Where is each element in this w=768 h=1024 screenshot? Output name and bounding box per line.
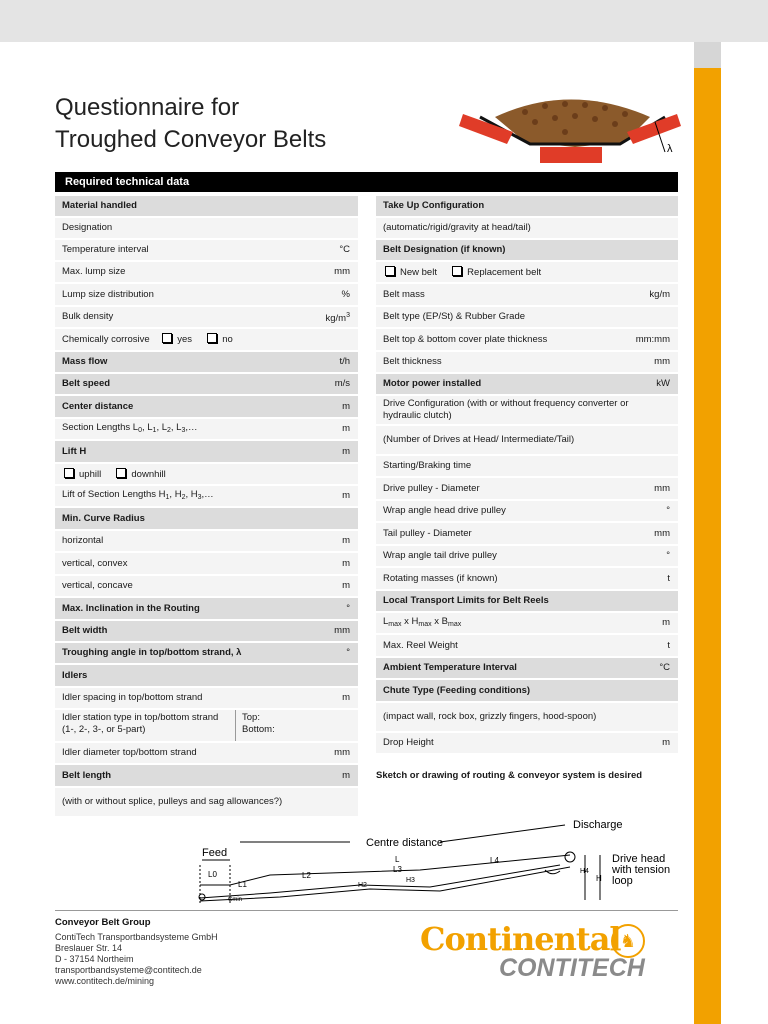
drive-head-label-3: loop [612,875,633,887]
right-row[interactable] [376,680,678,703]
left-row[interactable] [55,688,358,710]
right-row[interactable] [376,396,678,426]
left-row[interactable] [55,743,358,765]
field-label: Idlers [62,669,88,681]
unit-label: m [342,400,350,412]
checkbox[interactable] [385,266,395,276]
unit-label: m [342,769,350,781]
left-row[interactable] [55,531,358,553]
troughed-belt-illustration [455,92,685,172]
right-row[interactable] [376,329,678,352]
right-row[interactable] [376,240,678,262]
checkbox[interactable] [162,333,172,343]
right-row[interactable] [376,426,678,456]
field-label: Drop Height [383,737,434,748]
unit-label: mm [334,747,350,758]
drive-head-label-1: Drive head [612,853,666,865]
svg-text:L: L [395,855,400,864]
field-label: Wrap angle head drive pulley [383,505,506,516]
unit-label: m [342,580,350,591]
svg-text:H4: H4 [580,868,589,875]
page-title: Questionnaire for Troughed Conveyor Belts [55,94,327,153]
field-label: Belt speed [62,378,111,389]
left-row[interactable] [55,788,358,818]
field-label: Chemically corrosive yes no [62,334,233,345]
continental-contitech-logo [415,920,675,988]
unit-label: kg/m [649,288,670,300]
field-label: Troughing angle in top/bottom strand, λ [62,647,242,658]
svg-text:L3: L3 [393,865,402,874]
unit-label: m/s [334,378,350,389]
field-label: Belt Designation (if known) [383,244,506,255]
right-row[interactable] [376,284,678,307]
svg-text:L0: L0 [208,870,217,879]
field-label: Lift H [62,445,87,457]
svg-text:H2: H2 [358,882,367,889]
right-row[interactable] [376,635,678,658]
field-label: Idler station type in top/bottom strand (1-, 2-, 3-, or 5-part) [55,710,236,741]
left-row[interactable] [55,218,358,240]
right-row[interactable] [376,374,678,396]
svg-text:Cmin: Cmin [228,897,243,903]
field-label: Min. Curve Radius [62,512,145,524]
unit-label: m [662,617,670,628]
field-label: (impact wall, rock box, grizzly fingers, hood-spoon) [383,711,597,722]
field-label: Belt type (EP/St) & Rubber Grade [383,311,526,322]
svg-text:L4: L4 [490,856,499,865]
continental-wordmark: Continental [420,920,621,958]
field-label: Material handled [62,200,137,211]
svg-text:L2: L2 [302,871,311,880]
field-label: New belt Replacement belt [383,266,664,279]
left-row[interactable] [55,262,358,284]
company-address: Conveyor Belt Group ContiTech Transportbandsysteme GmbH Breslauer Str. 14 D - 37154 Northeim transportbandsysteme@contitech.de www.contitech.de/mining [55,917,218,986]
right-row[interactable] [376,658,678,680]
unit-label: mm [654,356,670,367]
field-label: Starting/Braking time [383,460,472,471]
field-label: Ambient Temperature Interval [383,662,517,673]
side-accent-bar [694,68,721,1024]
unit-label: mm [654,482,670,494]
top-bottom-fields[interactable]: Top: Bottom: [242,712,275,735]
left-row[interactable] [55,419,358,441]
sketch-note: Sketch or drawing of routing & conveyor system is desired [376,770,643,781]
field-label: Temperature interval [62,244,149,255]
field-label: Lift of Section Lengths $H_1$, $H_2$, $H_3,\dots$ [62,488,214,501]
right-row[interactable] [376,703,678,733]
left-row[interactable] [55,486,358,508]
unit-label: mm:mm [635,333,670,345]
unit-label: ° [346,602,350,614]
unit-label: mm [654,527,670,539]
field-label: uphill downhill [62,468,344,481]
left-row[interactable] [55,196,358,218]
right-row[interactable] [376,218,678,240]
left-row[interactable] [55,329,358,352]
field-label: Max. Reel Weight [383,639,458,651]
right-row[interactable] [376,262,678,284]
left-row[interactable] [55,598,358,621]
checkbox[interactable] [64,468,74,478]
field-label: (Number of Drives at Head/ Intermediate/Tail) [383,434,575,445]
right-row[interactable] [376,501,678,523]
left-row[interactable] [55,396,358,419]
left-row[interactable] [55,576,358,598]
field-label: Center distance [62,400,134,412]
left-column [55,196,358,818]
field-label: vertical, convex [62,557,128,569]
right-row[interactable] [376,568,678,591]
unit-label: m [342,423,350,434]
centre-distance-label: Centre distance [366,837,444,849]
right-row[interactable] [376,546,678,568]
field-label: Chute Type (Feeding conditions) [383,684,531,696]
unit-label: t [667,639,670,651]
contitech-wordmark: CONTITECH [499,954,645,982]
field-label: Drive Configuration (with or without frequency converter or hydraulic clutch) [383,398,629,421]
email-link[interactable]: transportbandsysteme@contitech.de [55,965,202,975]
right-row[interactable] [376,733,678,755]
left-row[interactable] [55,284,358,307]
right-column [376,196,678,755]
field-label: Lump size distribution [62,288,154,300]
unit-label: m [662,737,670,748]
left-row[interactable] [55,643,358,665]
field-label: Belt top & bottom cover plate thickness [383,333,548,345]
feed-label: Feed [202,847,228,859]
unit-label: mm [334,625,350,636]
field-label: Idler diameter top/bottom strand [62,747,197,758]
field-label: Mass flow [62,356,108,367]
left-row[interactable] [55,352,358,374]
side-bar-cap [694,42,721,68]
unit-label: ° [346,647,350,658]
field-label: $L_{max}$ x $H_{max}$ x $B_{max}$ [383,615,462,628]
field-label: Max. Inclination in the Routing [62,602,200,614]
left-row[interactable] [55,464,358,486]
field-label: Section Lengths $L_0$, $L_1$, $L_2$, $L_3,\dots$ [62,421,198,434]
left-row[interactable] [55,307,358,329]
right-row[interactable] [376,613,678,635]
field-label: Belt mass [383,288,425,300]
unit-label: t [667,572,670,584]
left-row[interactable] [55,508,358,531]
unit-label: m [342,692,350,703]
right-row[interactable] [376,523,678,546]
left-row[interactable] [55,665,358,688]
unit-label: % [341,288,350,300]
right-row[interactable] [376,352,678,374]
right-row[interactable] [376,307,678,329]
unit-label: m [342,557,350,569]
field-label: Tail pulley - Diameter [383,527,472,539]
svg-text:H: H [596,874,602,883]
field-label: Drive pulley - Diameter [383,482,480,494]
field-label: Local Transport Limits for Belt Reels [383,595,549,606]
left-row[interactable] [55,553,358,576]
left-row[interactable] [55,621,358,643]
top-bar [0,0,768,42]
unit-label: ° [666,505,670,516]
field-label: Idler spacing in top/bottom strand [62,692,203,703]
field-label: (with or without splice, pulleys and sag allowances?) [62,796,283,807]
unit-label: kW [656,378,670,389]
checkbox[interactable] [452,266,462,276]
right-row[interactable] [376,196,678,218]
unit-label: m [342,445,350,457]
field-label: Belt length [62,769,112,781]
field-label: Bulk density [62,311,114,322]
svg-text:L1: L1 [238,880,247,889]
right-row[interactable] [376,591,678,613]
left-row[interactable] [55,441,358,464]
field-label: vertical, concave [62,580,133,591]
unit-label: m [342,490,350,501]
section-header: Required technical data [55,172,678,192]
lambda-label: λ [667,143,673,155]
field-label: Motor power installed [383,378,482,389]
unit-label: mm [334,266,350,277]
discharge-label: Discharge [573,819,623,831]
unit-label: °C [659,662,670,673]
left-row[interactable] [55,765,358,788]
left-row[interactable] [55,710,358,743]
right-row[interactable] [376,456,678,478]
routing-diagram [190,815,690,905]
field-label: Designation [62,222,113,233]
field-label: Belt thickness [383,356,442,367]
unit-label: °C [339,244,350,255]
unit-label: m [342,535,350,546]
website-link[interactable]: www.contitech.de/mining [55,976,155,986]
field-label: horizontal [62,535,104,546]
field-label: Wrap angle tail drive pulley [383,550,497,561]
field-label: Belt width [62,625,108,636]
drive-head-label-2: with tension [612,864,671,876]
horse-emblem-icon: ♞ [611,924,645,958]
unit-label: ° [666,550,670,561]
unit-label: $kg/m^3$ [325,311,350,324]
field-label: (automatic/rigid/gravity at head/tail) [383,222,531,233]
checkbox[interactable] [116,468,126,478]
unit-label: t/h [339,356,350,367]
left-row[interactable] [55,374,358,396]
field-label: Take Up Configuration [383,200,485,211]
field-label: Rotating masses (if known) [383,572,498,584]
footer-divider [55,910,678,911]
left-row[interactable] [55,240,358,262]
checkbox[interactable] [207,333,217,343]
field-label: Max. lump size [62,266,126,277]
svg-text:H3: H3 [406,877,415,884]
right-row[interactable] [376,478,678,501]
